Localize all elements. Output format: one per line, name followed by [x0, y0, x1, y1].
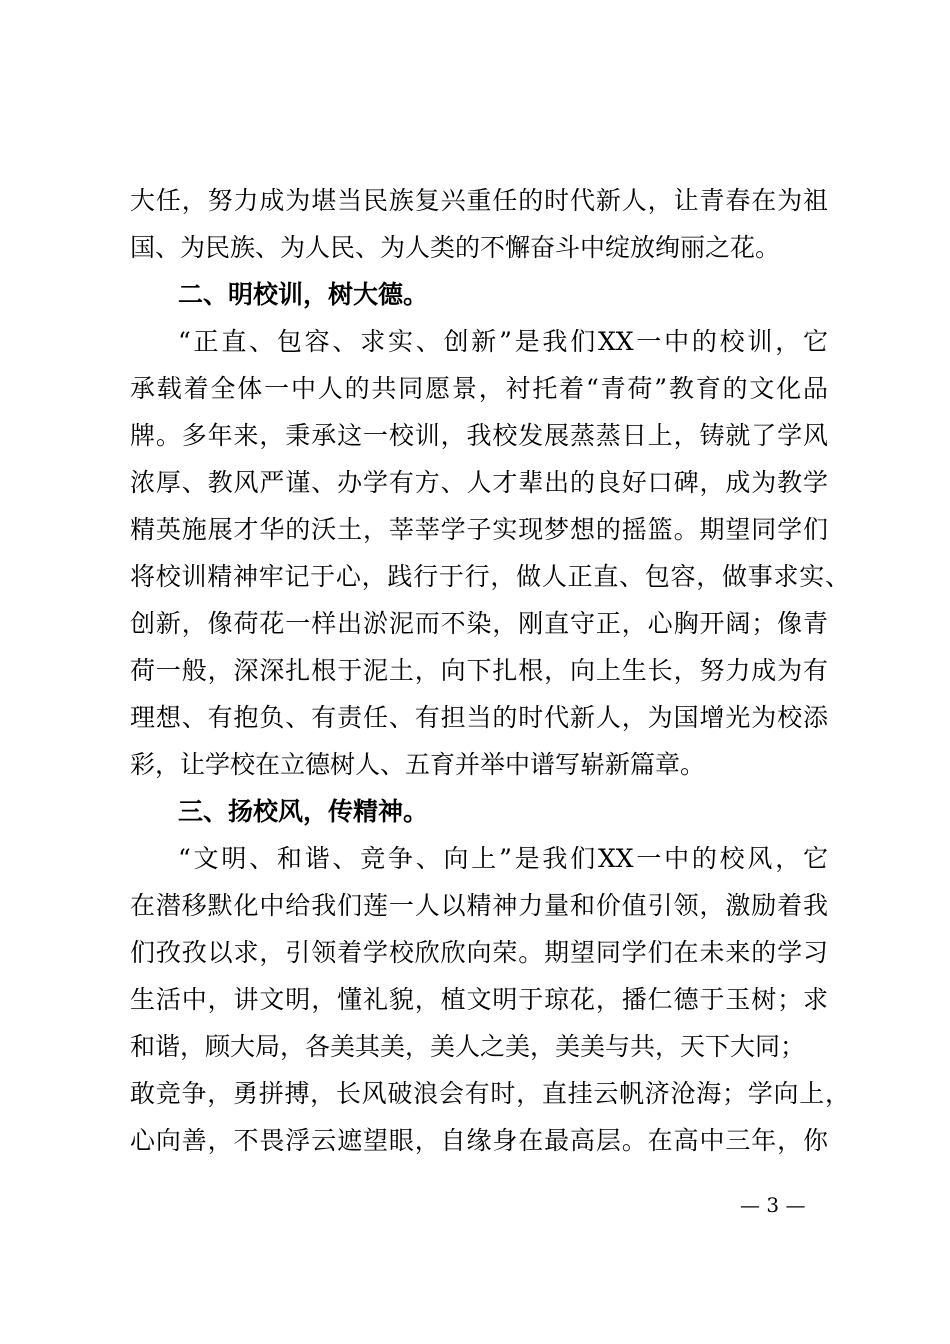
body-text-line: 敢竞争，勇拼搏，长风破浪会有时，直挂云帆济沧海；学向上， — [130, 1079, 850, 1108]
body-text-line: 彩，让学校在立德树人、五育并举中谱写崭新篇章。 — [130, 750, 706, 779]
section-heading: 三、扬校风，传精神。 — [178, 797, 429, 826]
body-text-line: 们孜孜以求，引领着学校欣欣向荣。期望同学们在未来的学习 — [130, 938, 828, 967]
body-text-line: 大任，努力成为堪当民族复兴重任的时代新人，让青春在为祖 — [130, 186, 828, 215]
body-text-line: 承载着全体一中人的共同愿景，衬托着“青荷”教育的文化品 — [130, 374, 828, 403]
paragraph-first-line: “正直、包容、求实、创新”是我们XX一中的校训，它 — [178, 327, 828, 356]
body-text-line: 牌。多年来，秉承这一校训，我校发展蒸蒸日上，铸就了学风 — [130, 421, 828, 450]
body-text-line: 将校训精神牢记于心，践行于行，做人正直、包容，做事求实、 — [130, 562, 850, 591]
body-text-line: 浓厚、教风严谨、办学有方、人才辈出的良好口碑，成为教学 — [130, 468, 828, 497]
body-text-line: 理想、有抱负、有责任、有担当的时代新人，为国增光为校添 — [130, 703, 828, 732]
body-text-line: 创新，像荷花一样出淤泥而不染，刚直守正，心胸开阔；像青 — [130, 609, 828, 638]
body-text-line: 和谐，顾大局，各美其美，美人之美，美美与共，天下大同； — [130, 1032, 806, 1061]
body-text-line: 心向善，不畏浮云遮望眼，自缘身在最高层。在高中三年，你 — [130, 1126, 828, 1155]
paragraph-first-line: “文明、和谐、竞争、向上”是我们XX一中的校风，它 — [178, 844, 828, 873]
page-number: — 3 — — [740, 1193, 806, 1217]
body-text-line: 生活中，讲文明，懂礼貌，植文明于琼花，播仁德于玉树；求 — [130, 985, 828, 1014]
body-text-line: 国、为民族、为人民、为人类的不懈奋斗中绽放绚丽之花。 — [130, 233, 781, 262]
section-heading: 二、明校训，树大德。 — [178, 280, 429, 309]
body-text-line: 荷一般，深深扎根于泥土，向下扎根，向上生长，努力成为有 — [130, 656, 828, 685]
body-text-line: 精英施展才华的沃土，莘莘学子实现梦想的摇篮。期望同学们 — [130, 515, 828, 544]
body-text-line: 在潜移默化中给我们莲一人以精神力量和价值引领，激励着我 — [130, 891, 828, 920]
